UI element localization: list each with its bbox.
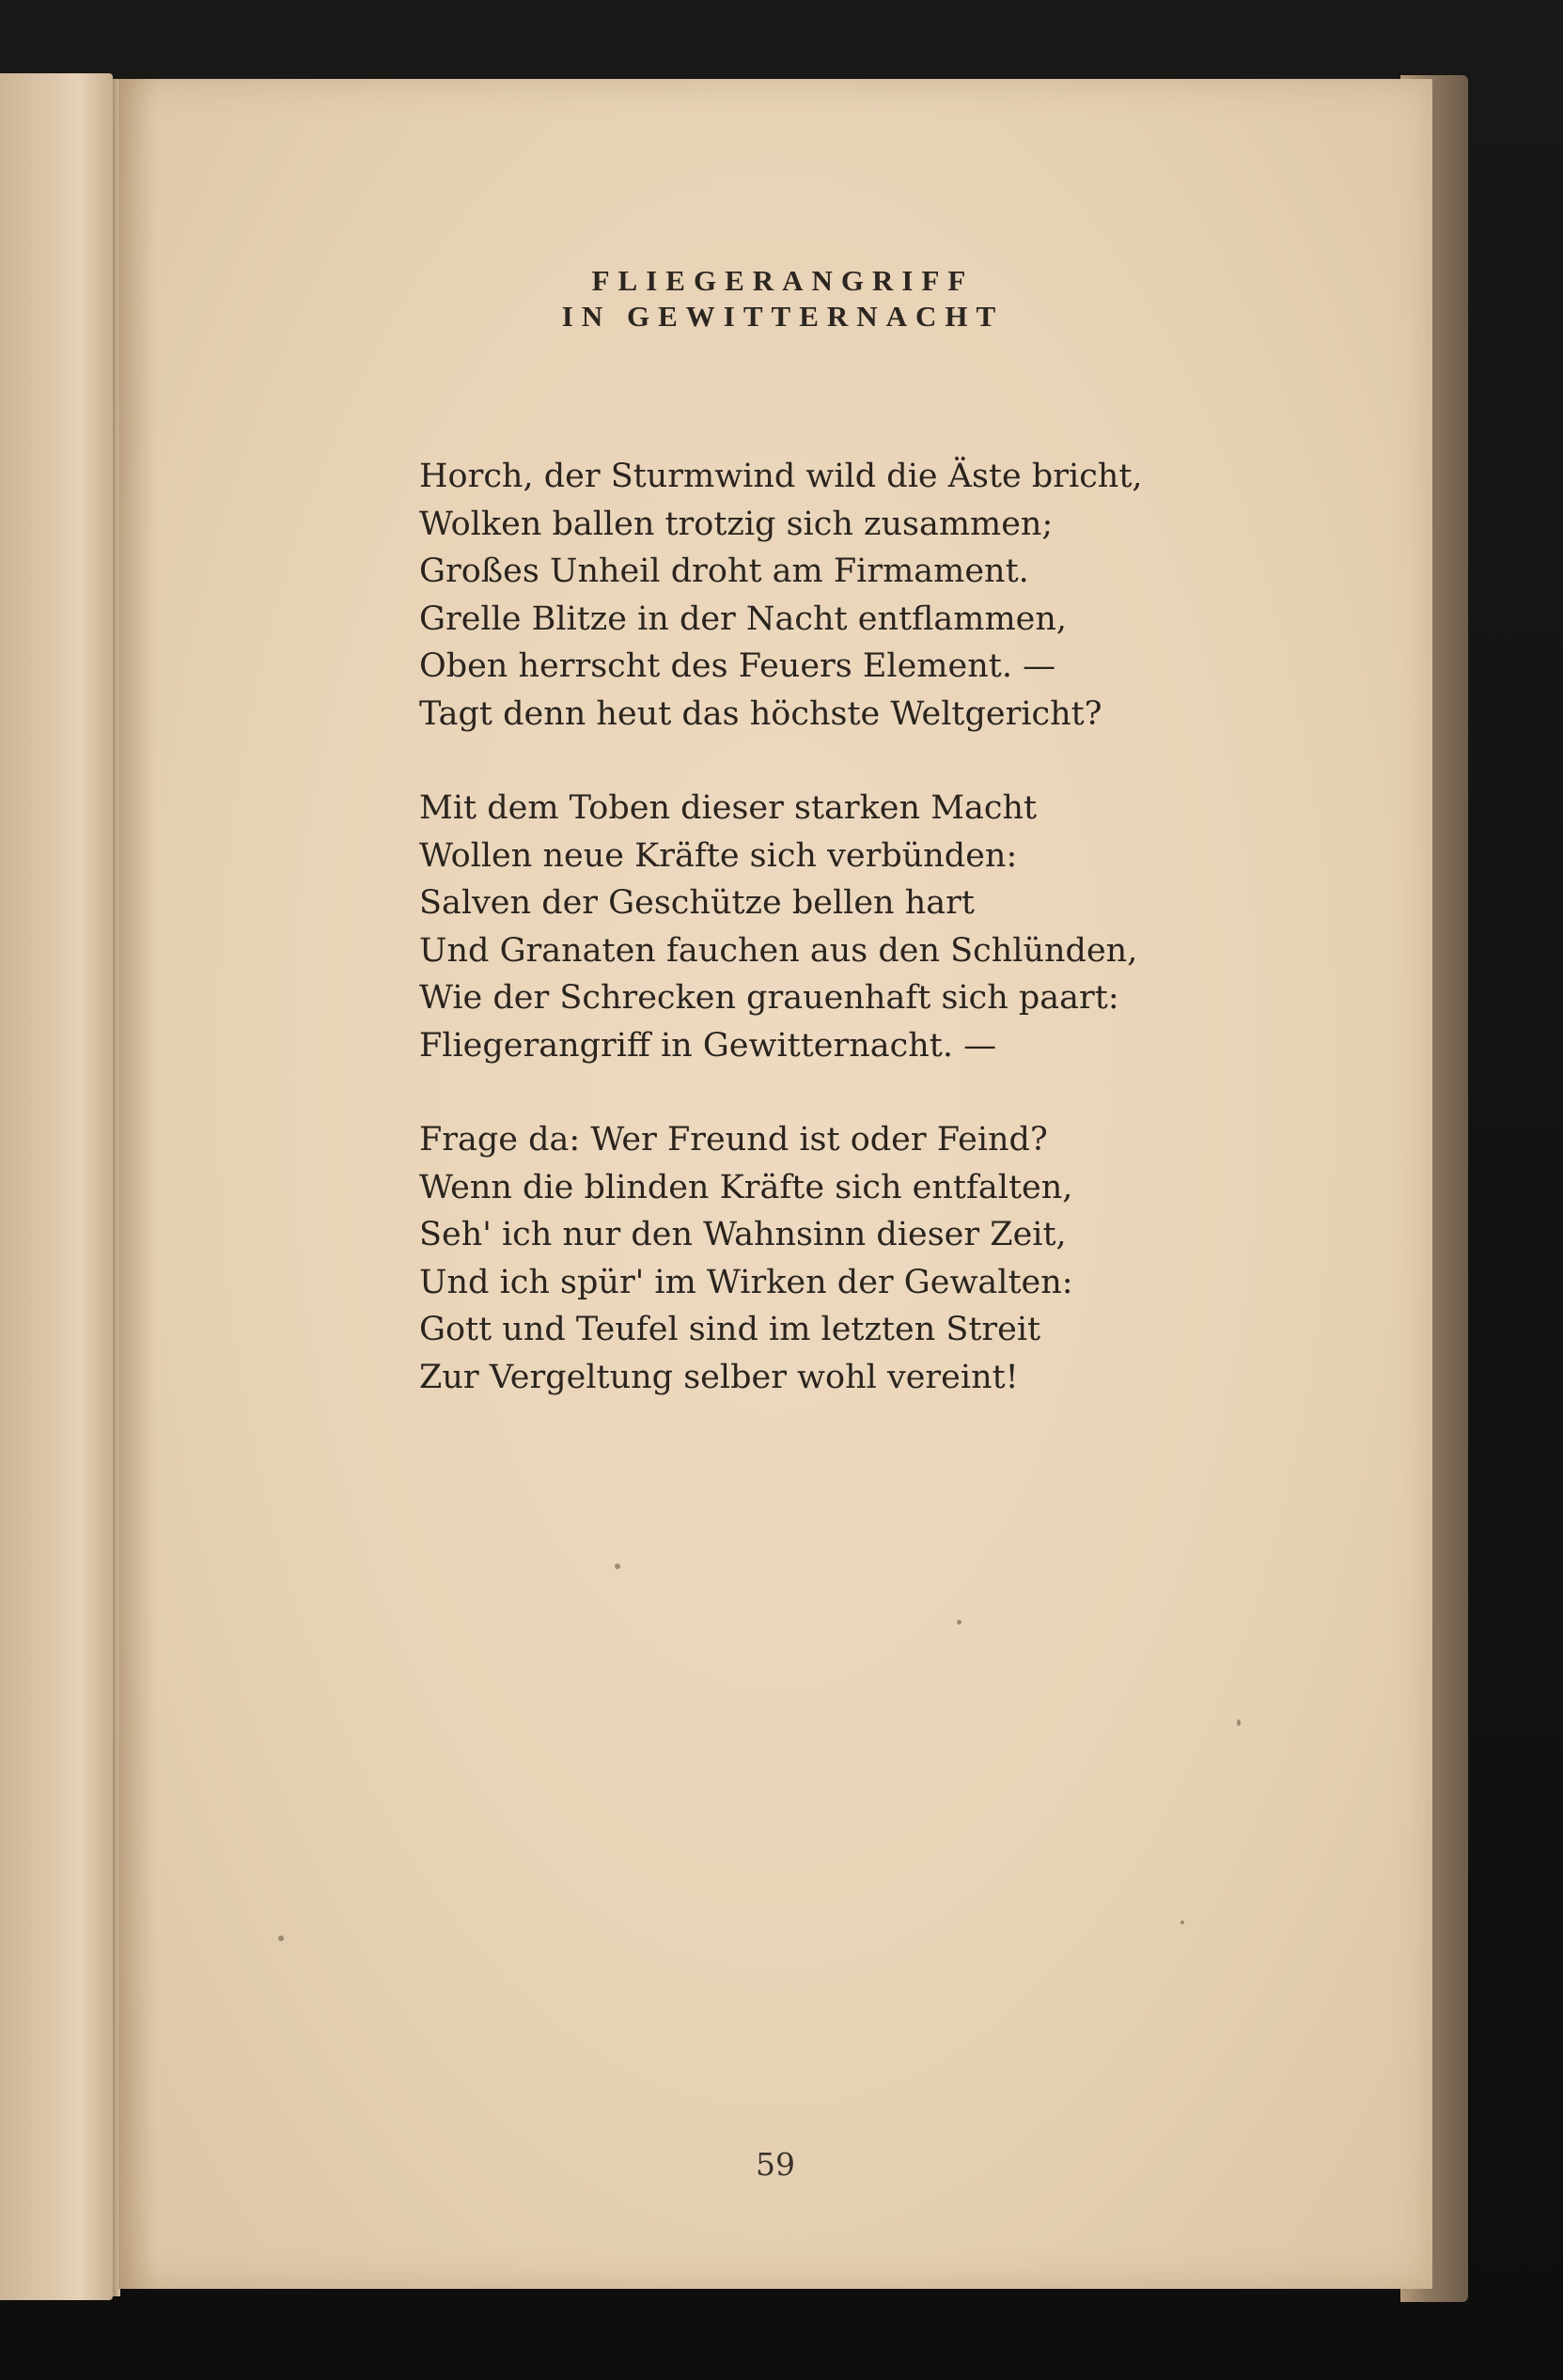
poem-title-line-2: IN GEWITTERNACHT xyxy=(561,300,1005,333)
poem-line: Mit dem Toben dieser starken Macht xyxy=(419,789,1038,827)
poem-line: Wolken ballen trotzig sich zusammen; xyxy=(419,505,1054,543)
paper-speck xyxy=(1180,1921,1184,1924)
poem-line: Horch, der Sturmwind wild die Äste bricht, xyxy=(419,458,1143,495)
page-number: 59 xyxy=(756,2146,795,2183)
poem-line: Salven der Geschütze bellen hart xyxy=(419,884,975,922)
poem-line: Seh' ich nur den Wahnsinn dieser Zeit, xyxy=(419,1216,1067,1253)
paper-speck xyxy=(278,1936,284,1941)
poem-line: Und Granaten fauchen aus den Schlünden, xyxy=(419,931,1138,970)
poem-line: Tagt denn heut das höchste Weltgericht? xyxy=(419,694,1102,733)
book-page xyxy=(118,79,1432,2289)
poem-line: Grelle Blitze in der Nacht entflammen, xyxy=(419,599,1068,638)
poem-line: Gott und Teufel sind im letzten Streit xyxy=(419,1311,1041,1348)
poem-line: Oben herrscht des Feuers Element. — xyxy=(419,647,1056,685)
poem-body xyxy=(419,453,1359,1448)
poem-line: Wollen neue Kräfte sich verbünden: xyxy=(419,836,1018,875)
poem-line: Wie der Schrecken grauenhaft sich paart: xyxy=(419,979,1119,1017)
adjacent-page-edge xyxy=(0,73,113,2300)
stanza-2 xyxy=(419,785,1359,1069)
poem-line: Frage da: Wer Freund ist oder Feind? xyxy=(419,1121,1048,1159)
paper-speck xyxy=(957,1620,961,1625)
poem-line: Und ich spür' im Wirken der Gewalten: xyxy=(419,1263,1073,1301)
stanza-1 xyxy=(419,453,1359,738)
paper-speck xyxy=(615,1563,620,1569)
poem-line: Großes Unheil droht am Firmament. xyxy=(419,552,1029,590)
paper-speck xyxy=(1237,1719,1241,1726)
poem-line: Fliegerangriff in Gewitternacht. — xyxy=(419,1026,997,1065)
poem-line: Wenn die blinden Kräfte sich entfalten, xyxy=(419,1168,1073,1206)
page-gutter xyxy=(118,79,156,2289)
stanza-3 xyxy=(419,1116,1359,1401)
poem-title-line-1: FLIEGERANGRIFF xyxy=(591,264,975,297)
poem-line: Zur Vergeltung selber wohl vereint! xyxy=(419,1358,1019,1396)
